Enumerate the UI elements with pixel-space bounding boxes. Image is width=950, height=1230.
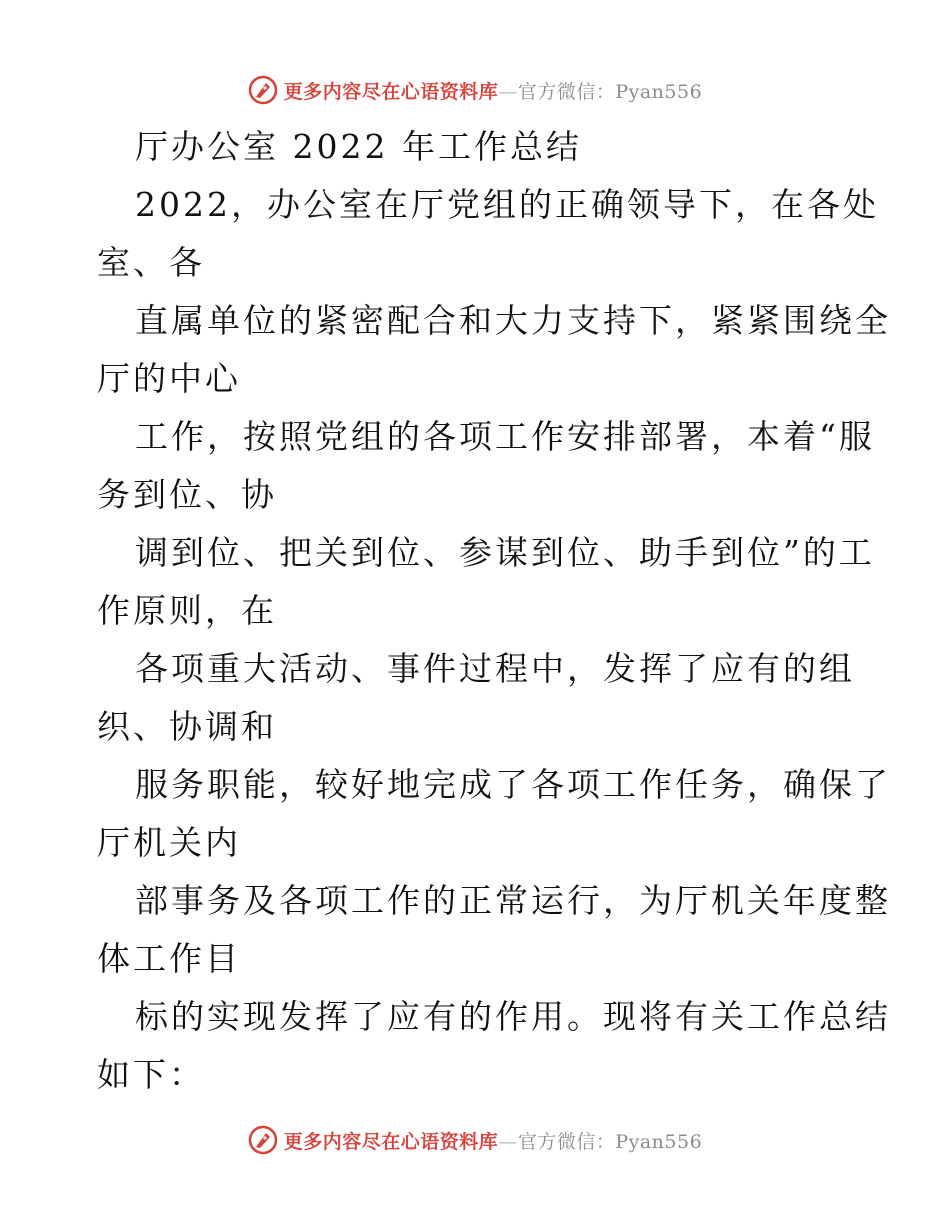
text-line: 调到位、把关到位、参谋到位、助手到位”的工	[135, 533, 875, 572]
watermark-banner-bottom	[0, 1120, 950, 1160]
text-line: 标的实现发挥了应有的作用。现将有关工作总结	[135, 997, 891, 1036]
text-line: 室、各	[97, 243, 205, 282]
text-line: 各项重大活动、事件过程中，发挥了应有的组	[135, 649, 855, 688]
text-line: 2022，办公室在厅党组的正确领导下，在各处	[135, 185, 879, 224]
text-line: 工作，按照党组的各项工作安排部署，本着“服	[135, 417, 875, 456]
watermark-banner-top	[0, 70, 950, 110]
text-line: 服务职能，较好地完成了各项工作任务，确保了	[135, 765, 891, 804]
text-line: 织、协调和	[97, 707, 277, 746]
text-line: 部事务及各项工作的正常运行，为厅机关年度整	[135, 881, 891, 920]
text-line: 厅的中心	[97, 359, 241, 398]
text-line: 如下：	[97, 1055, 205, 1094]
text-line: 体工作目	[97, 939, 241, 978]
watermark-text: 更多内容尽在心语资料库—官方微信：Pyan556	[283, 1130, 703, 1153]
document-body	[97, 118, 891, 1104]
pen-nib-logo-icon	[248, 75, 278, 105]
text-line: 务到位、协	[97, 475, 277, 514]
text-line: 直属单位的紧密配合和大力支持下，紧紧围绕全	[135, 301, 891, 340]
text-line: 作原则，在	[97, 591, 277, 630]
document-title: 厅办公室 2022 年工作总结	[135, 127, 582, 166]
watermark-text: 更多内容尽在心语资料库—官方微信：Pyan556	[283, 80, 703, 103]
pen-nib-logo-icon	[248, 1125, 278, 1155]
text-line: 厅机关内	[97, 823, 241, 862]
